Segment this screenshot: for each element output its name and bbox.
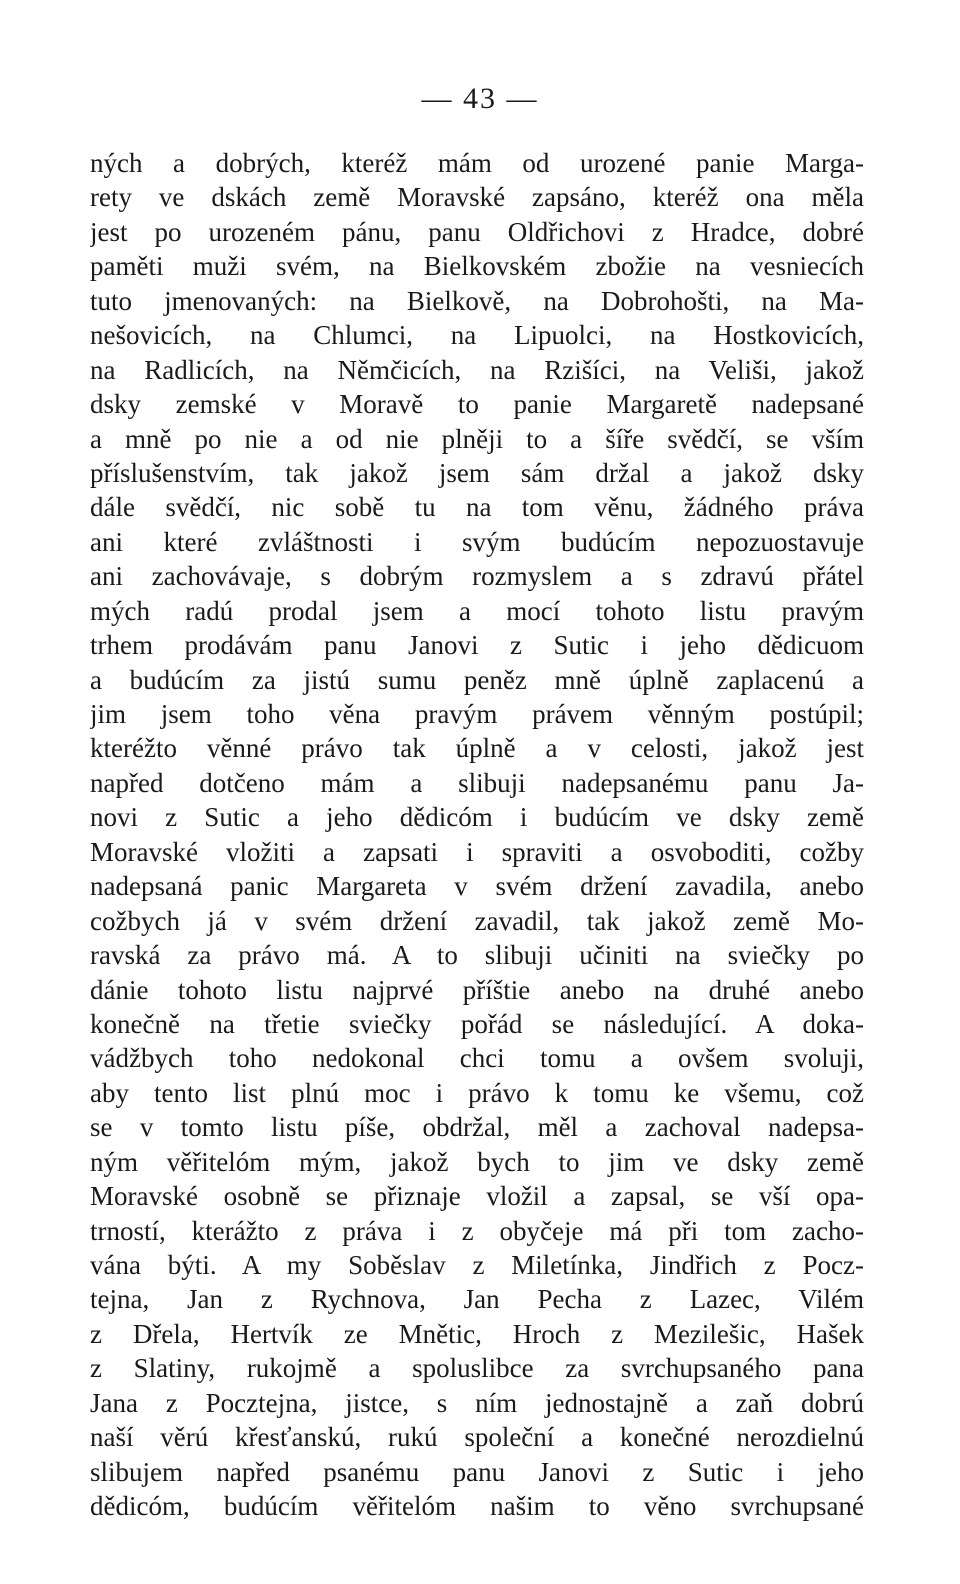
text-line: Moravské vložiti a zapsati i spraviti a osvoboditi, cožby [90, 836, 864, 867]
text-line: tejna, Jan z Rychnova, Jan Pecha z Lazec, Vilém [90, 1284, 864, 1315]
text-line: kteréžto věnné právo tak úplně a v celosti, jakož jest [90, 733, 864, 764]
text-line: nešovicích, na Chlumci, na Lipuolci, na Hostkovicích, [90, 320, 864, 351]
text-line: jest po urozeném pánu, panu Oldřichovi z Hradce, dobré [90, 216, 864, 247]
text-line: ani které zvláštnosti i svým budúcím nepozuostavuje [90, 526, 864, 557]
text-line: z Slatiny, rukojmě a spoluslibce za svrchupsaného pana [90, 1353, 864, 1384]
text-line: aby tento list plnú moc i právo k tomu ke všemu, což [90, 1077, 864, 1108]
text-line: ných a dobrých, kteréž mám od urozené panie Marga- [90, 148, 864, 178]
text-line: z Dřela, Hertvík ze Mnětic, Hroch z Mezilešic, Hašek [90, 1318, 864, 1349]
page-number: — 43 — [421, 82, 539, 115]
text-line: a mně po nie a od nie plněji to a šíře svědčí, se vším [90, 423, 864, 454]
text-line: ani zachovávaje, s dobrým rozmyslem a s zdravú přátel [90, 561, 864, 592]
text-line: příslušenstvím, tak jakož jsem sám držal a jakož dsky [90, 457, 864, 488]
text-line: konečně na třetie sviečky pořád se následující. A doka- [90, 1008, 864, 1039]
text-line: se v tomto listu píše, obdržal, měl a zachoval nadepsa- [90, 1112, 864, 1143]
text-line: slibujem napřed psanému panu Janovi z Sutic i jeho [90, 1456, 864, 1487]
text-line: napřed dotčeno mám a slibuji nadepsanému panu Ja- [90, 767, 864, 798]
text-line: nadepsaná panic Margareta v svém držení zavadila, anebo [90, 871, 864, 902]
text-line: dále svědčí, nic sobě tu na tom věnu, žádného práva [90, 492, 864, 523]
text-line: novi z Sutic a jeho dědicóm i budúcím ve dsky země [90, 802, 864, 833]
text-line: tuto jmenovaných: na Bielkově, na Dobrohošti, na Ma- [90, 285, 864, 316]
text-line: dědicóm, budúcím věřitelóm našim to věno svrchupsané [90, 1491, 864, 1522]
text-line: vána býti. A my Soběslav z Miletínka, Jindřich z Pocz- [90, 1250, 864, 1280]
text-line: ravská za právo má. A to slibuji učiniti na sviečky po [90, 940, 864, 971]
text-line: rety ve dskách země Moravské zapsáno, kteréž ona měla [90, 182, 864, 213]
text-line: naší věrú křesťanskú, rukú společní a konečné nerozdielnú [90, 1422, 864, 1453]
text-line: jim jsem toho věna pravým právem věnným postúpil; [90, 699, 864, 729]
text-line: na Radlicích, na Němčicích, na Rzišíci, na Veliši, jakož [90, 354, 864, 385]
text-line: paměti muži svém, na Bielkovském zbožie na vesniecích [90, 251, 864, 282]
text-line: Moravské osobně se přiznaje vložil a zapsal, se vší opa- [90, 1181, 864, 1212]
text-line: cožbych já v svém držení zavadil, tak jakož země Mo- [90, 905, 864, 936]
text-line: dánie tohoto listu najprvé příštie anebo na druhé anebo [90, 974, 864, 1005]
text-line: a budúcím za jistú sumu peněz mně úplně zaplacenú a [90, 664, 864, 695]
text-line: dsky zemské v Moravě to panie Margaretě nadepsané [90, 389, 864, 420]
text-line: trností, kterážto z práva i z obyčeje má při tom zacho- [90, 1215, 864, 1246]
text-line: mých radú prodal jsem a mocí tohoto listu pravým [90, 595, 864, 626]
text-line: vádžbych toho nedokonal chci tomu a ovšem svoluji, [90, 1043, 864, 1074]
text-line: trhem prodávám panu Janovi z Sutic i jeho dědicuom [90, 630, 864, 661]
body-text [90, 146, 864, 1524]
text-line: Jana z Pocztejna, jistce, s ním jednostajně a zaň dobrú [90, 1387, 864, 1418]
text-line: ným věřitelóm mým, jakož bych to jim ve dsky země [90, 1146, 864, 1177]
